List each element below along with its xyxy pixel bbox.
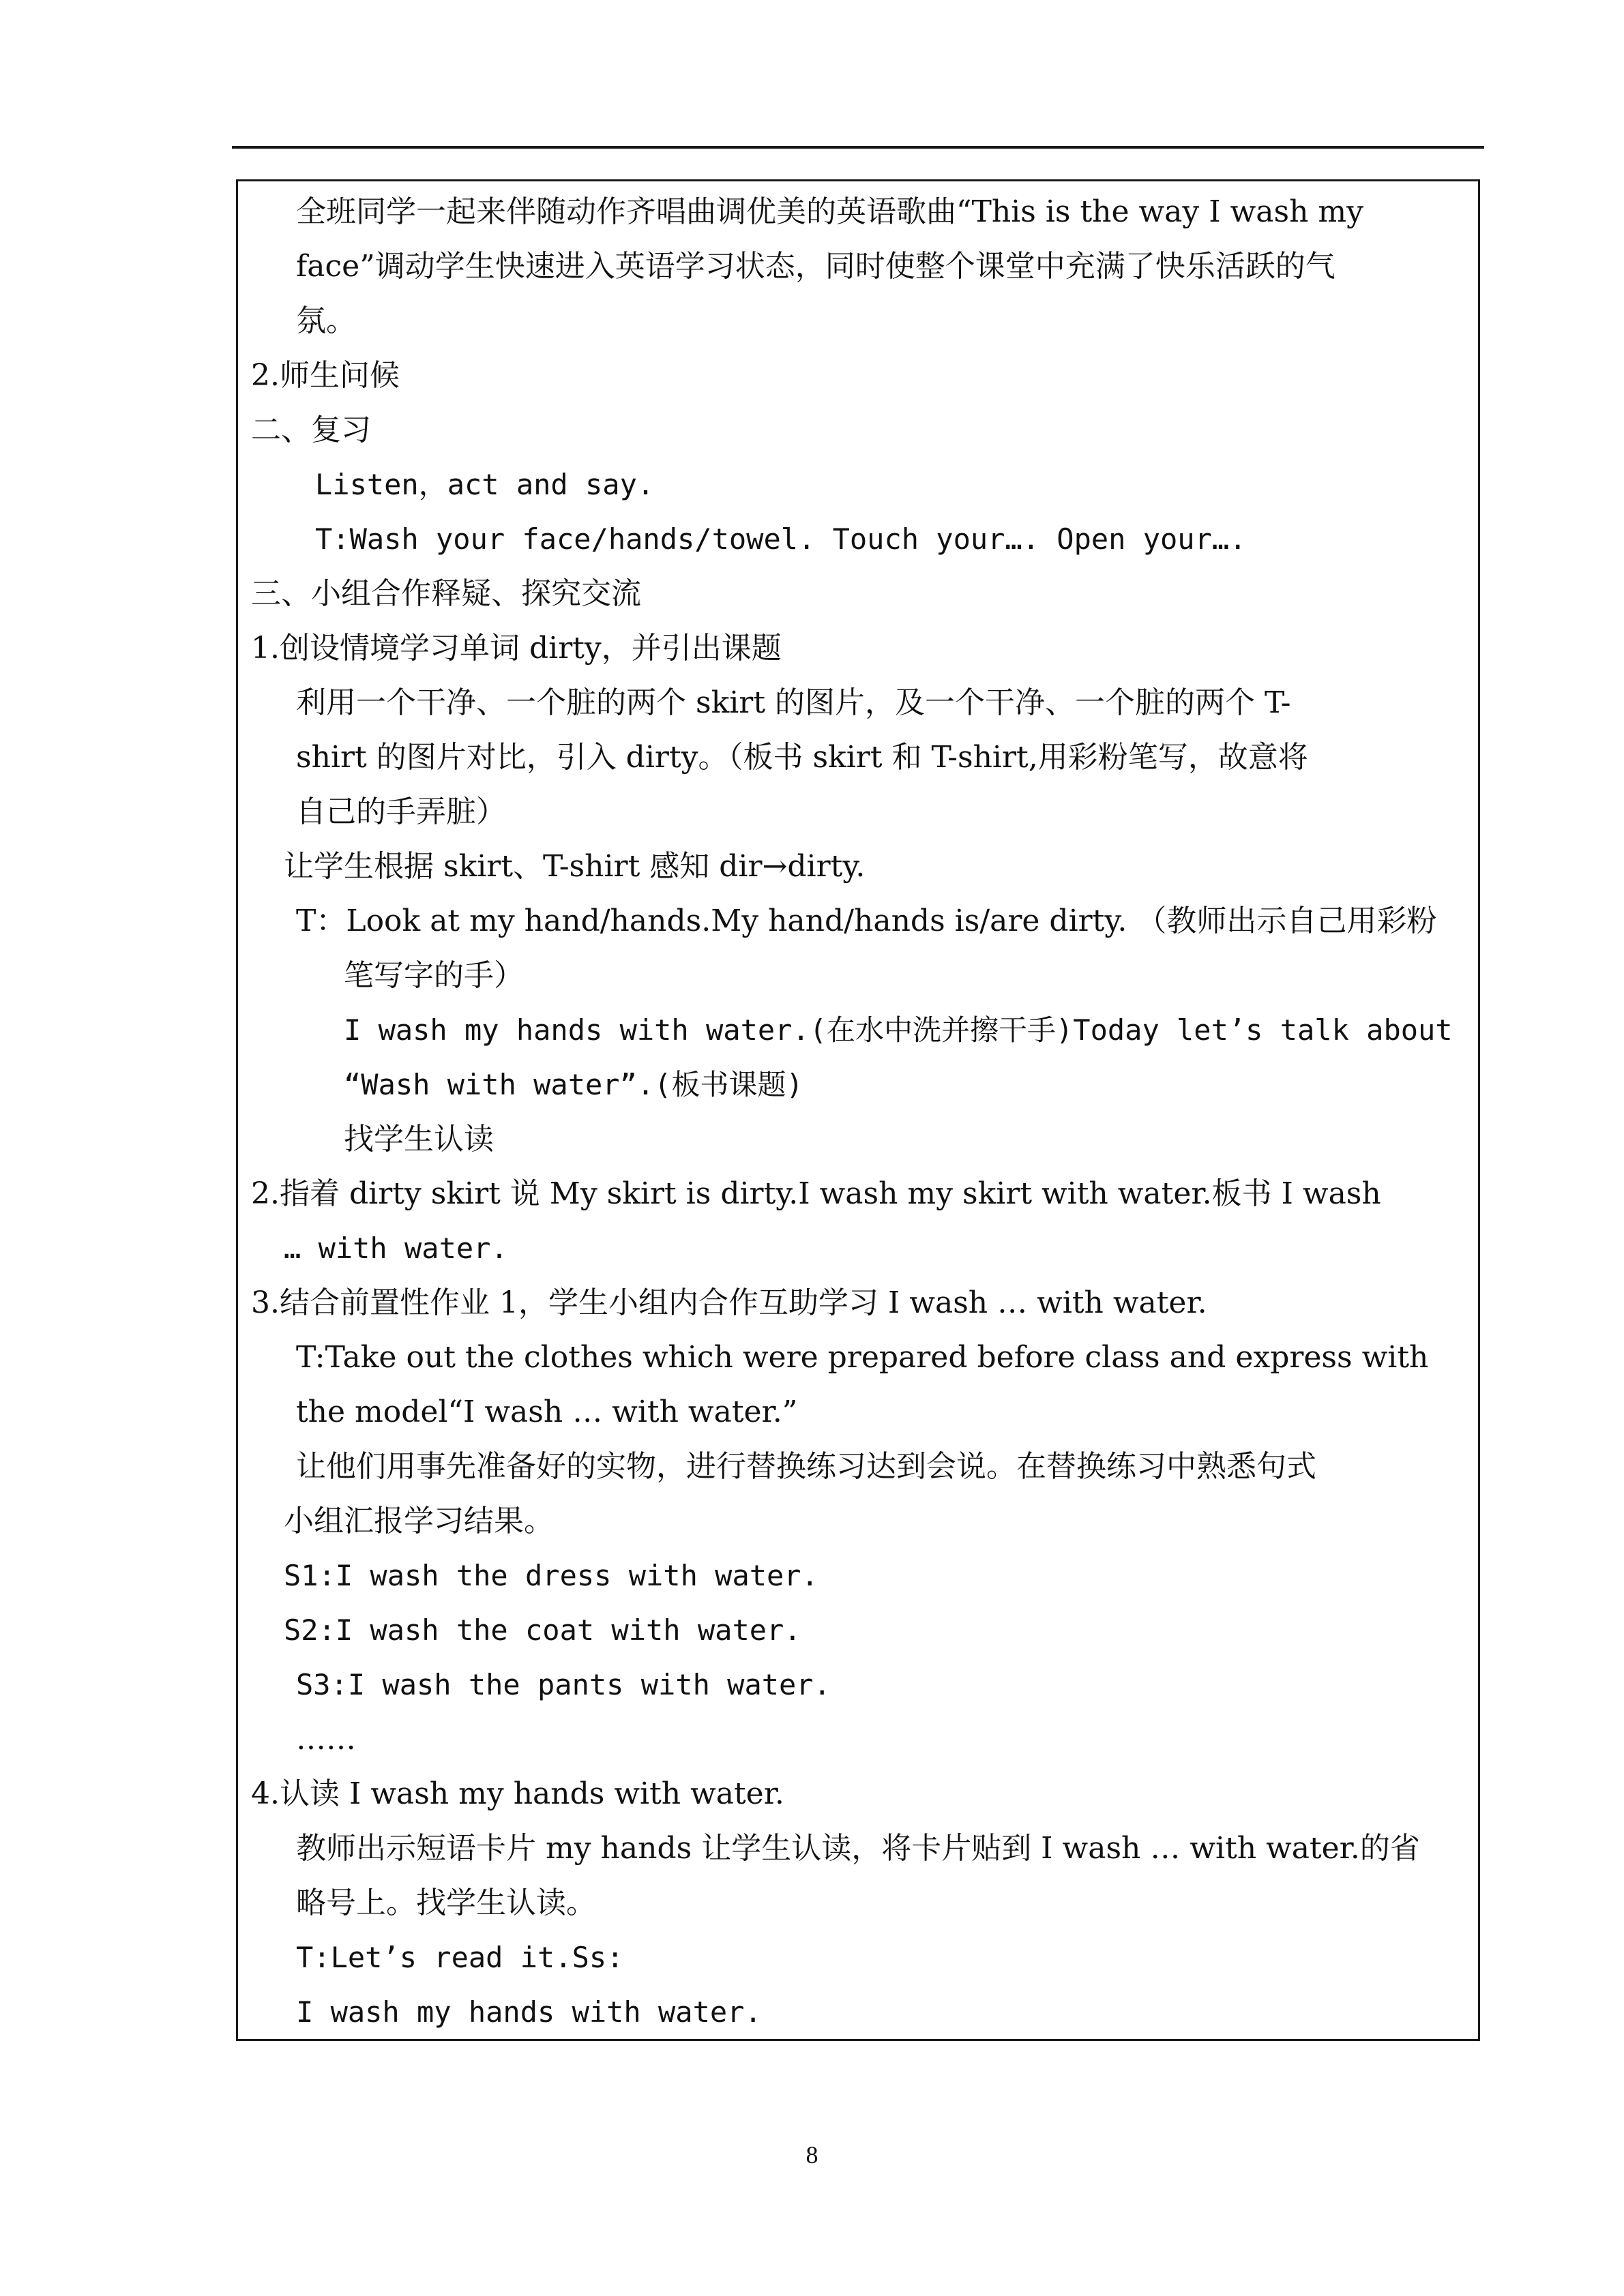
text-line: 氛。 bbox=[296, 303, 356, 338]
text-line: S2:I wash the coat with water. bbox=[284, 1613, 801, 1647]
text-line: 小组汇报学习结果。 bbox=[284, 1504, 554, 1538]
text-line: 教师出示短语卡片 my hands 让学生认读，将卡片贴到 I wash … with water.的省 bbox=[296, 1831, 1420, 1866]
header-rule bbox=[232, 146, 1484, 149]
section-heading: 4.认读 I wash my hands with water. bbox=[251, 1776, 784, 1811]
text-line: 笔写字的手） bbox=[344, 958, 524, 993]
text-line: S3:I wash the pants with water. bbox=[296, 1668, 831, 1701]
text-line: 让他们用事先准备好的实物，进行替换练习达到会说。在替换练习中熟悉句式 bbox=[296, 1449, 1316, 1484]
text-line: T:Wash your face/hands/towel. Touch your…. Open your…. bbox=[315, 522, 1247, 556]
text-line: 全班同学一起来伴随动作齐唱曲调优美的英语歌曲“This is the way I wash my bbox=[296, 194, 1363, 229]
section-heading: 2.师生问候 bbox=[251, 358, 400, 393]
text-line: T:Let’s read it.Ss: bbox=[296, 1941, 624, 1974]
text-line: 让学生根据 skirt、T-shirt 感知 dir→dirty. bbox=[284, 849, 866, 884]
text-line: I wash my hands with water. bbox=[296, 1995, 762, 2029]
text-line: S1:I wash the dress with water. bbox=[284, 1559, 818, 1592]
text-line: “Wash with water”.(板书课题) bbox=[344, 1068, 803, 1101]
section-heading: 1.创设情境学习单词 dirty，并引出课题 bbox=[251, 631, 782, 666]
text-line: Listen，act and say. bbox=[315, 468, 655, 501]
text-line: T：Look at my hand/hands.My hand/hands is/are dirty. （教师出示自己用彩粉 bbox=[296, 904, 1437, 938]
text-line: T:Take out the clothes which were prepared before class and express with bbox=[296, 1340, 1429, 1375]
text-line: … with water. bbox=[284, 1232, 508, 1265]
page-number: 8 bbox=[806, 2141, 818, 2168]
section-heading: 二、复习 bbox=[251, 413, 371, 447]
section-heading: 2.指着 dirty skirt 说 My skirt is dirty.I wash my skirt with water.板书 I wash bbox=[251, 1176, 1381, 1211]
text-line: 略号上。找学生认读。 bbox=[296, 1885, 596, 1920]
text-line: shirt 的图片对比，引入 dirty。（板书 skirt 和 T-shirt,用彩粉笔写，故意将 bbox=[296, 740, 1308, 775]
content-table-cell bbox=[236, 179, 1480, 2041]
text-line: face”调动学生快速进入英语学习状态，同时使整个课堂中充满了快乐活跃的气 bbox=[296, 249, 1335, 284]
text-line: 找学生认读 bbox=[344, 1122, 494, 1157]
text-line: 利用一个干净、一个脏的两个 skirt 的图片，及一个干净、一个脏的两个 T- bbox=[296, 685, 1291, 720]
section-heading: 三、小组合作释疑、探究交流 bbox=[251, 576, 641, 611]
text-line: I wash my hands with water.(在水中洗并擦干手)Today let’s talk about bbox=[344, 1013, 1453, 1047]
text-line: …… bbox=[296, 1722, 356, 1757]
text-line: 自己的手弄脏） bbox=[296, 794, 506, 829]
text-line: the model“I wash … with water.” bbox=[296, 1395, 798, 1429]
section-heading: 3.结合前置性作业 1，学生小组内合作互助学习 I wash … with water. bbox=[251, 1285, 1207, 1320]
